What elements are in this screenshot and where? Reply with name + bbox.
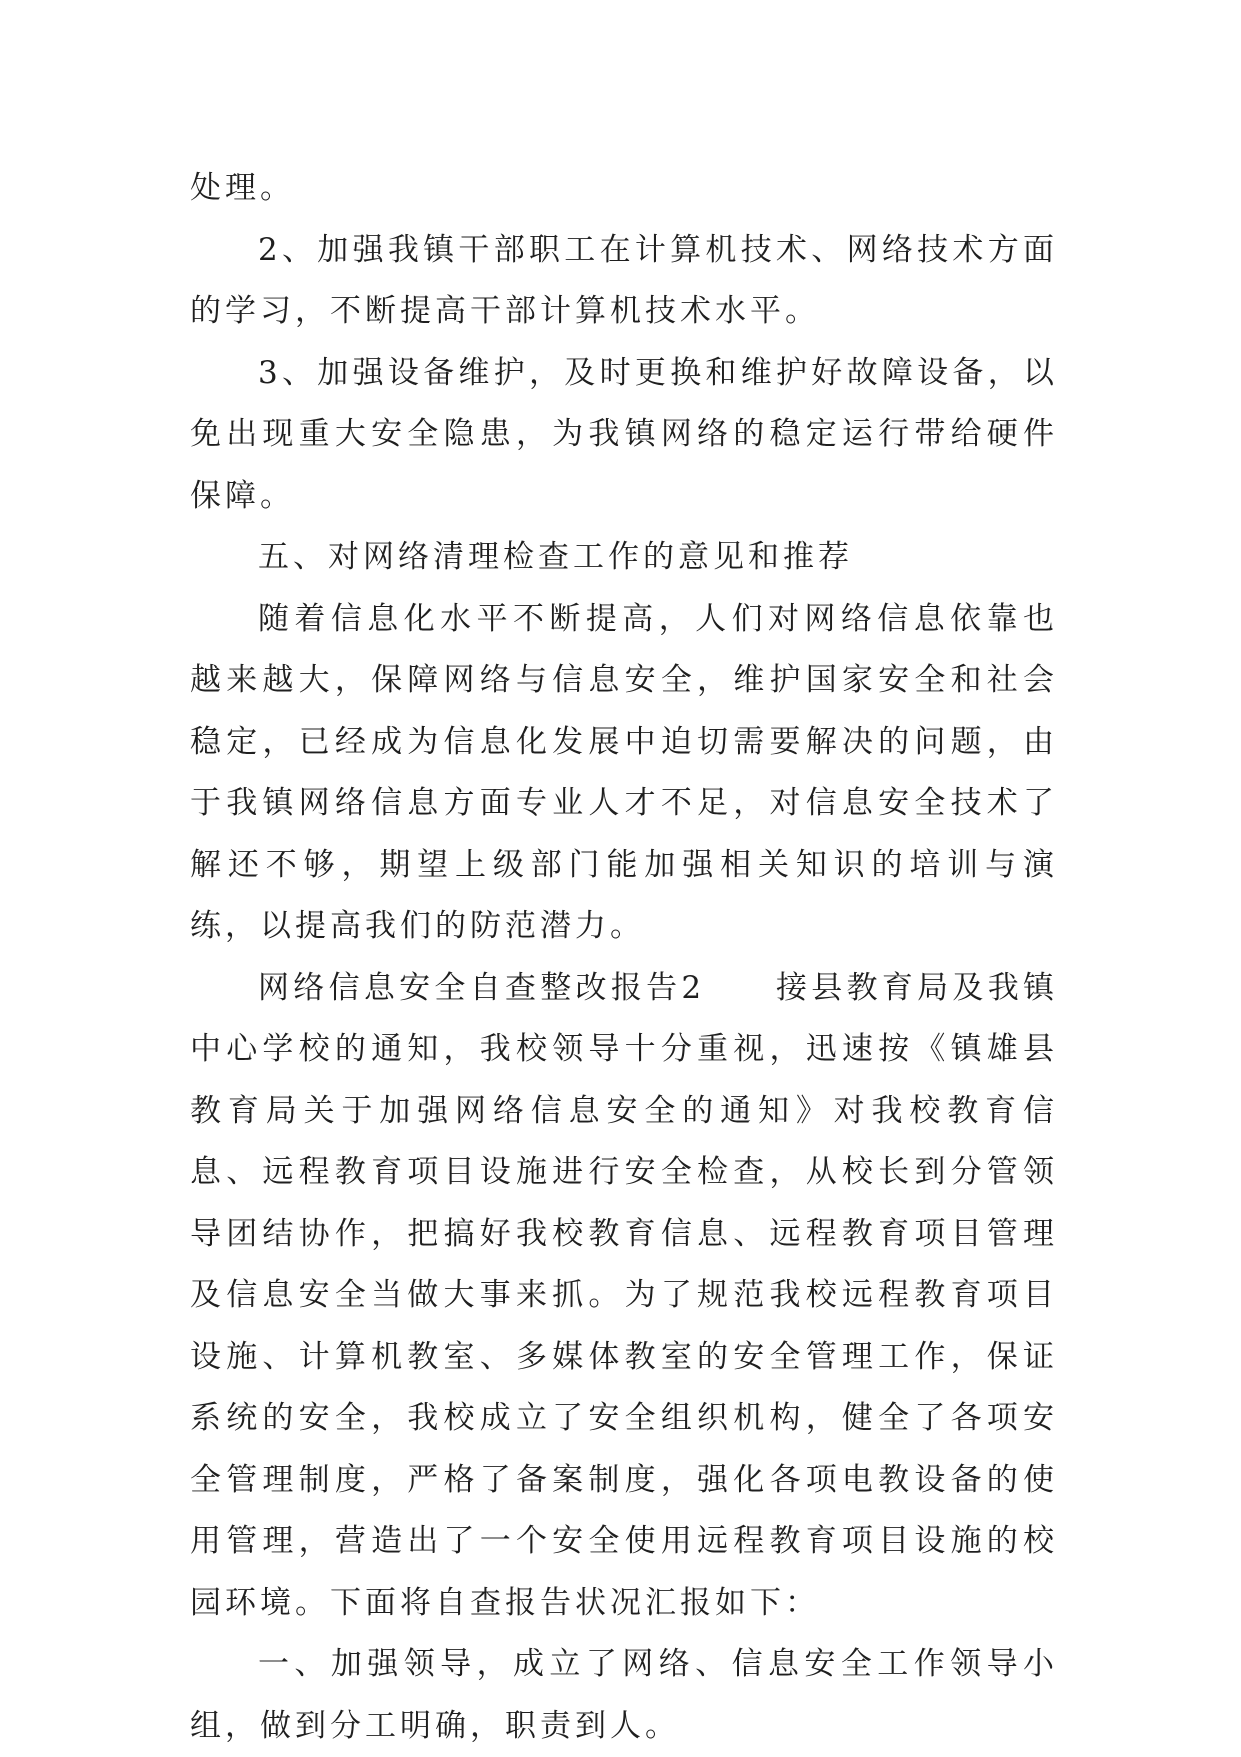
document-body bbox=[190, 158, 1058, 1757]
paragraph-report-2-intro: 网络信息安全自查整改报告2 接县教育局及我镇中心学校的通知，我校领导十分重视，迅速按《镇雄县教育局关于加强网络信息安全的通知》对我校教育信息、远程教育项目设施进行安全检查，从校长到分管领导团结协作，把搞好我校教育信息、远程教育项目管理及信息安全当做大事来抓。为了规范我校远程教育项目设施、计算机教室、多媒体教室的安全管理工作，保证系统的安全，我校成立了安全组织机构，健全了各项安全管理制度，严格了备案制度，强化各项电教设备的使用管理，营造出了一个安全使用远程教育项目设施的校园环境。下面将自查报告状况汇报如下： bbox=[190, 969, 1058, 1621]
paragraph-item-2: 2、加强我镇干部职工在计算机技术、网络技术方面的学习，不断提高干部计算机技术水平。 bbox=[190, 231, 1058, 329]
paragraph-recommendation: 随着信息化水平不断提高，人们对网络信息依靠也越来越大，保障网络与信息安全，维护国家安全和社会稳定，已经成为信息化发展中迫切需要解决的问题，由于我镇网络信息方面专业人才不足，对信息安全技术了解还不够，期望上级部门能加强相关知识的培训与演练，以提高我们的防范潜力。 bbox=[190, 600, 1058, 944]
section-heading-5: 五、对网络清理检查工作的意见和推荐 bbox=[258, 539, 853, 575]
paragraph-item-3: 3、加强设备维护，及时更换和维护好故障设备，以免出现重大安全隐患，为我镇网络的稳定运行带给硬件保障。 bbox=[190, 354, 1058, 514]
paragraph-continuation: 处理。 bbox=[190, 170, 295, 206]
paragraph-section-1: 一、加强领导，成立了网络、信息安全工作领导小组，做到分工明确，职责到人。 bbox=[190, 1646, 1058, 1744]
